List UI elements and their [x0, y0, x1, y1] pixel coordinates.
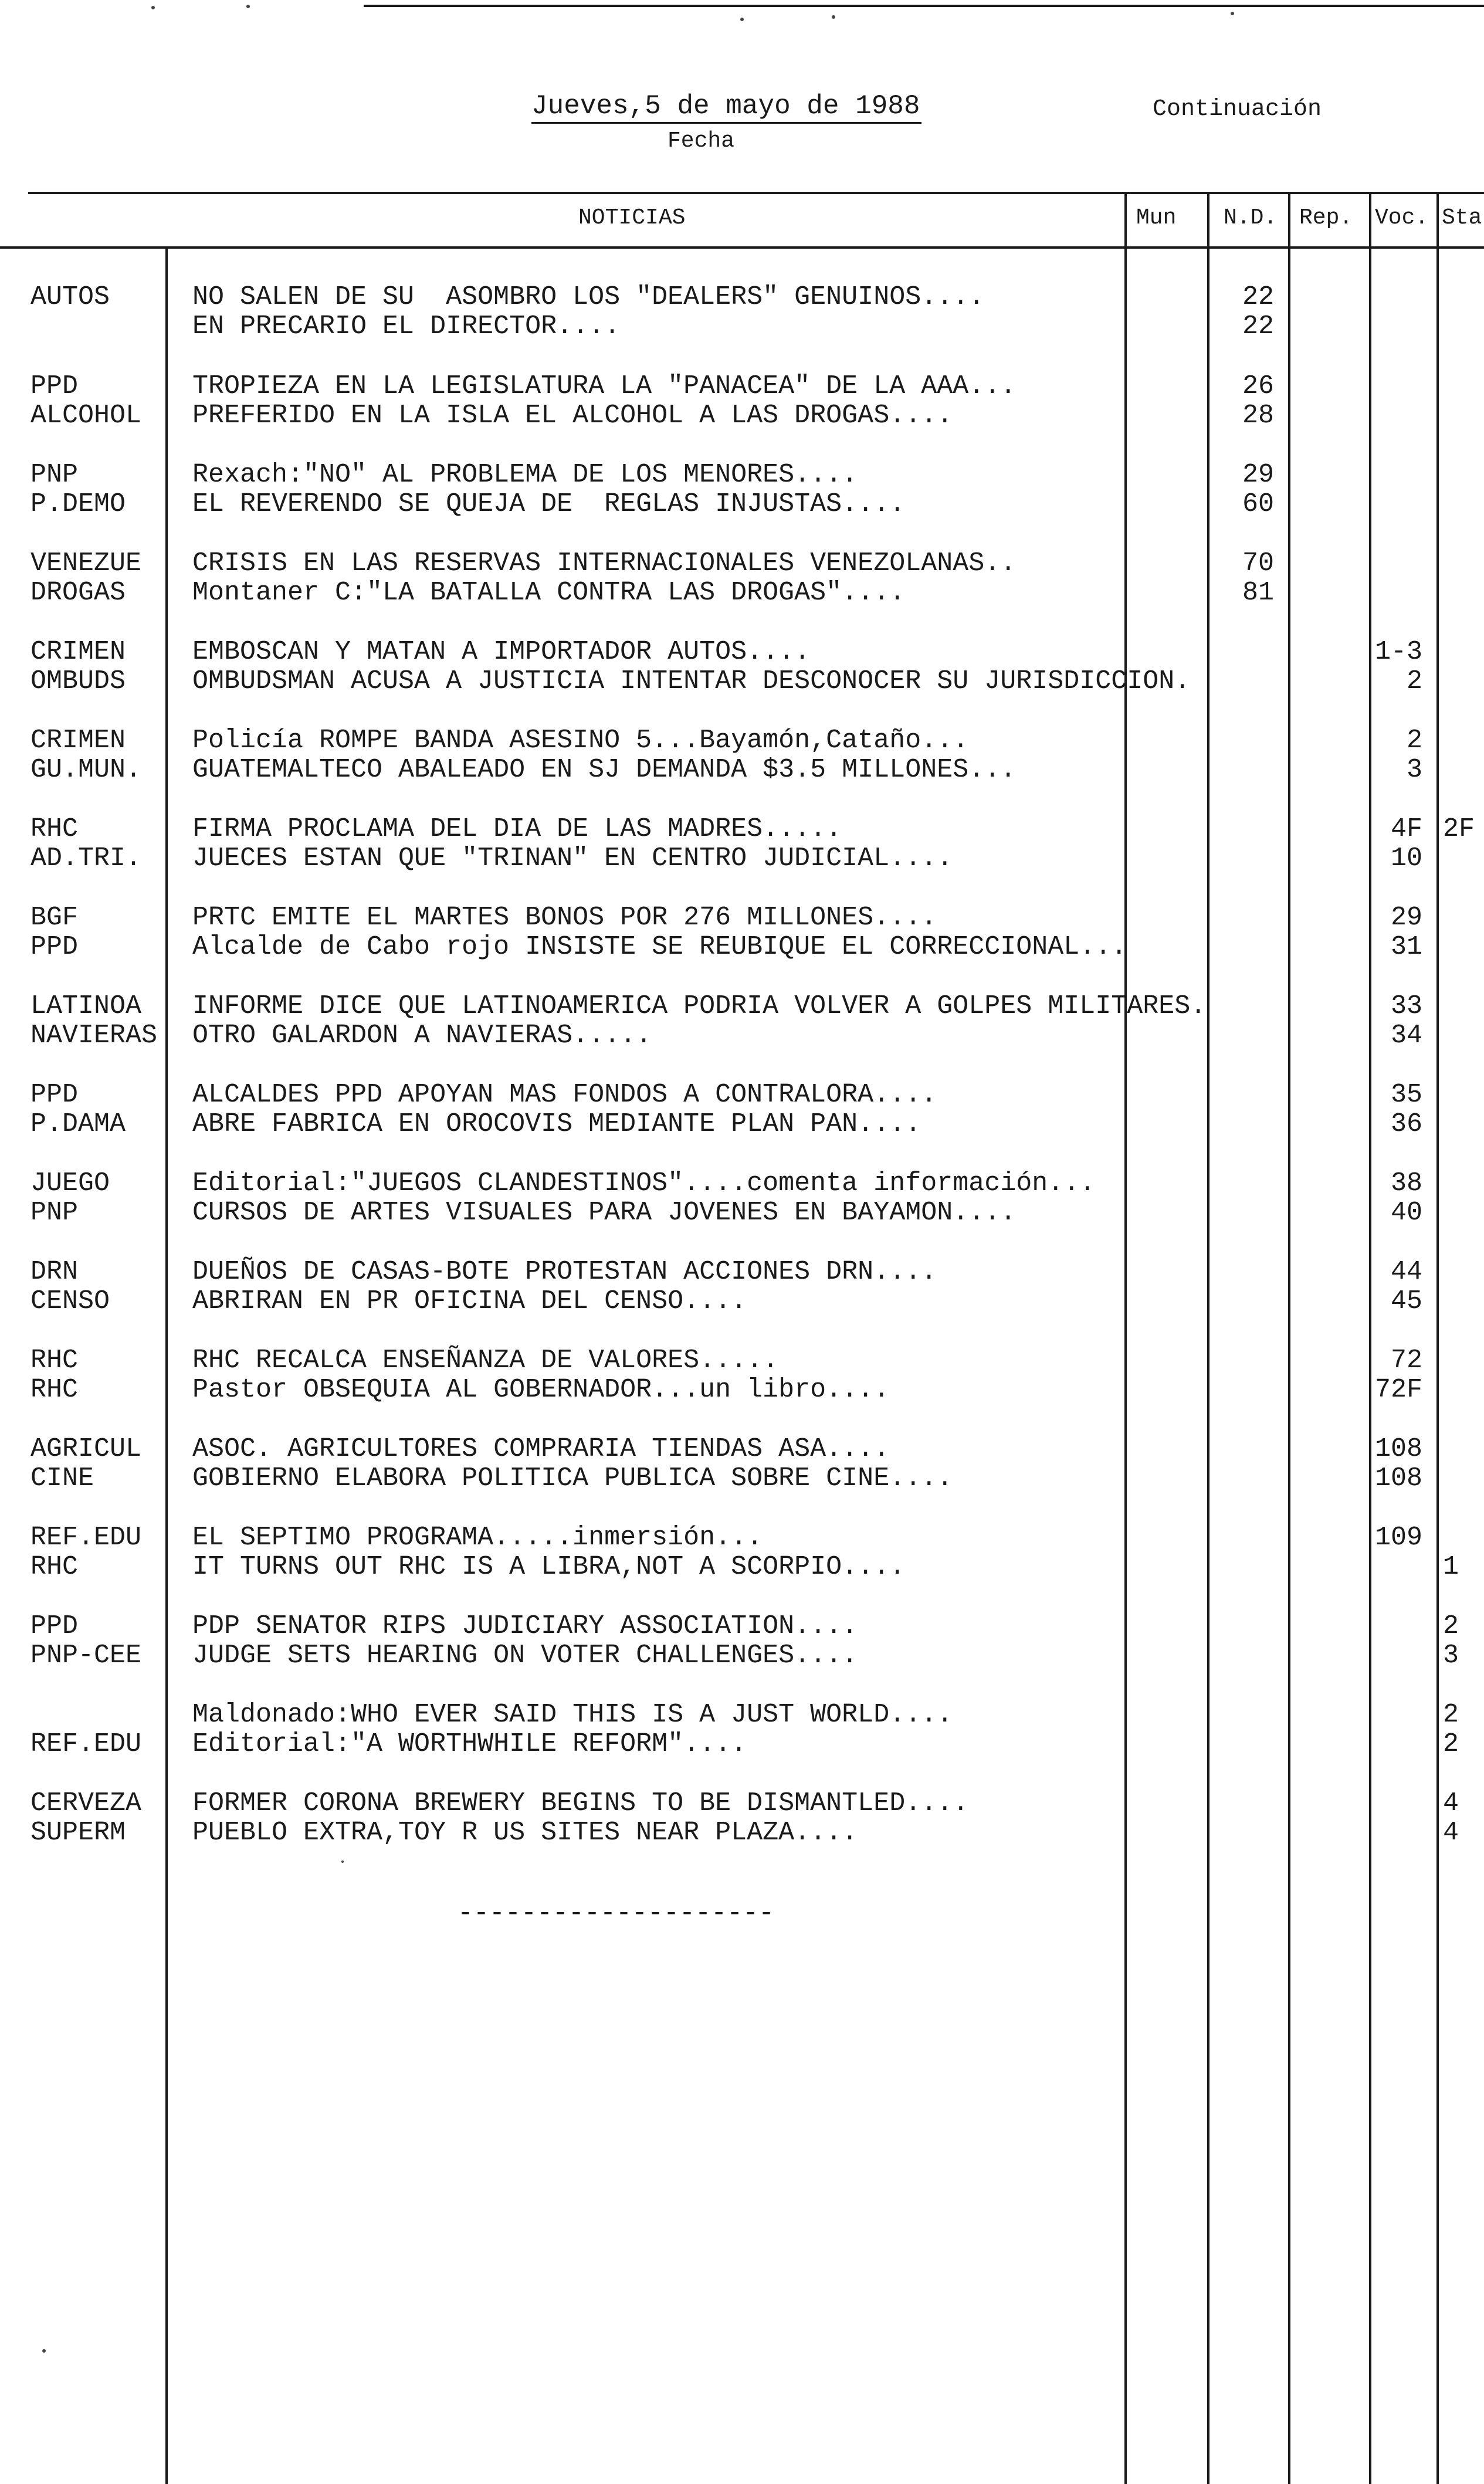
entry-sta-page: 1 — [1443, 1552, 1459, 1582]
entry-headline: PRTC EMITE EL MARTES BONOS POR 276 MILLONES.... — [192, 903, 937, 933]
entry-headline: RHC RECALCA ENSEÑANZA DE VALORES..... — [192, 1346, 779, 1375]
entry-topic: JUEGO — [31, 1168, 110, 1198]
entry-voc-page: 35 — [1390, 1080, 1422, 1110]
news-entry-row — [0, 1464, 1484, 1493]
entry-nd-page: 81 — [1242, 578, 1274, 608]
top-edge-line — [364, 5, 1484, 7]
news-entry-row — [0, 1110, 1484, 1139]
entry-headline: CRISIS EN LAS RESERVAS INTERNACIONALES VENEZOLANAS.. — [192, 548, 1017, 578]
news-entry-row — [0, 1021, 1484, 1050]
entry-topic: P.DEMO — [31, 489, 126, 519]
news-entry-row — [0, 815, 1484, 844]
entry-topic: PNP — [31, 460, 79, 490]
entry-topic: PPD — [31, 1080, 79, 1110]
entry-topic: GU.MUN. — [31, 755, 142, 785]
entry-headline: Editorial:"A WORTHWHILE REFORM".... — [192, 1729, 747, 1759]
entry-headline: Alcalde de Cabo rojo INSISTE SE REUBIQUE EL CORRECCIONAL... — [192, 932, 1127, 962]
mun-column-line-left — [1124, 192, 1127, 2484]
news-entry-row — [0, 549, 1484, 578]
nd-column-line-left — [1207, 192, 1209, 2484]
news-entry-row — [0, 1789, 1484, 1818]
entry-topic: AD.TRI. — [31, 843, 142, 873]
entry-voc-page: 109 — [1374, 1523, 1422, 1553]
rep-column-line-left — [1288, 192, 1290, 2484]
news-entry-row — [0, 933, 1484, 962]
news-entry-row — [0, 283, 1484, 312]
entry-sta-page: 3 — [1443, 1641, 1459, 1670]
continuation-label: Continuación — [1153, 96, 1322, 123]
end-separator: -------------------- — [458, 1899, 775, 1929]
entry-topic: PPD — [31, 371, 79, 401]
news-entry-row — [0, 1287, 1484, 1316]
entry-topic: VENEZUE — [31, 548, 142, 578]
entry-headline: OMBUDSMAN ACUSA A JUSTICIA INTENTAR DESCONOCER SU JURISDICCION. — [192, 666, 1191, 696]
news-entry-row — [0, 1730, 1484, 1759]
entry-topic: P.DAMA — [31, 1109, 126, 1139]
entry-nd-page: 26 — [1242, 371, 1274, 401]
news-entry-row — [0, 844, 1484, 873]
entry-nd-page: 22 — [1242, 282, 1274, 312]
entry-voc-page: 36 — [1390, 1109, 1422, 1139]
column-header-mun: Mun — [1136, 205, 1177, 231]
entry-voc-page: 72 — [1390, 1346, 1422, 1375]
news-entry-row — [0, 372, 1484, 401]
news-entry-row — [0, 1818, 1484, 1848]
entry-voc-page: 45 — [1390, 1286, 1422, 1316]
entry-headline: EN PRECARIO EL DIRECTOR.... — [192, 311, 621, 341]
news-entry-row — [0, 755, 1484, 785]
scan-speck — [151, 6, 155, 9]
entry-headline: Policía ROMPE BANDA ASESINO 5...Bayamón,Cataño... — [192, 726, 969, 755]
news-entry-row — [0, 903, 1484, 933]
news-entry-row — [0, 1553, 1484, 1582]
entry-topic: PNP-CEE — [31, 1641, 142, 1670]
entry-voc-page: 1-3 — [1374, 637, 1422, 667]
entry-sta-page: 2 — [1443, 1700, 1459, 1730]
news-entry-row — [0, 1700, 1484, 1730]
entry-voc-page: 108 — [1374, 1463, 1422, 1493]
entry-headline: DUEÑOS DE CASAS-BOTE PROTESTAN ACCIONES DRN.... — [192, 1257, 937, 1287]
entry-voc-page: 108 — [1374, 1434, 1422, 1464]
scan-speck — [832, 15, 835, 19]
entry-headline: PREFERIDO EN LA ISLA EL ALCOHOL A LAS DROGAS.... — [192, 401, 953, 431]
entry-topic: CINE — [31, 1463, 94, 1493]
news-entry-row — [0, 1435, 1484, 1464]
entry-topic: DRN — [31, 1257, 79, 1287]
entry-topic: CENSO — [31, 1286, 110, 1316]
date-text: Jueves,5 de mayo de 1988 — [531, 91, 920, 121]
entry-topic: SUPERM — [31, 1818, 126, 1848]
entry-voc-page: 40 — [1390, 1198, 1422, 1228]
entry-voc-page: 2 — [1406, 726, 1422, 755]
entry-headline: EMBOSCAN Y MATAN A IMPORTADOR AUTOS.... — [192, 637, 811, 667]
entry-headline: GOBIERNO ELABORA POLITICA PUBLICA SOBRE CINE.... — [192, 1463, 953, 1493]
column-header-nd: N.D. — [1224, 205, 1278, 231]
entry-nd-page: 29 — [1242, 460, 1274, 490]
entry-nd-page: 22 — [1242, 311, 1274, 341]
news-entry-row — [0, 401, 1484, 431]
scan-speck — [246, 5, 250, 8]
news-entry-row — [0, 1641, 1484, 1670]
entry-topic: RHC — [31, 1552, 79, 1582]
entry-voc-page: 29 — [1390, 903, 1422, 933]
entry-topic: LATINOA — [31, 991, 142, 1021]
entry-headline: NO SALEN DE SU ASOMBRO LOS "DEALERS" GENUINOS.... — [192, 282, 985, 312]
entry-topic: PPD — [31, 932, 79, 962]
entry-voc-page: 31 — [1390, 932, 1422, 962]
column-header-noticias: NOTICIAS — [578, 205, 686, 231]
entry-headline: INFORME DICE QUE LATINOAMERICA PODRIA VOLVER A GOLPES MILITARES. — [192, 991, 1207, 1021]
column-header-sta: Sta — [1442, 205, 1482, 231]
entry-headline: GUATEMALTECO ABALEADO EN SJ DEMANDA $3.5 MILLONES... — [192, 755, 1017, 785]
entry-topic: CERVEZA — [31, 1788, 142, 1818]
entry-sta-page: 4 — [1443, 1818, 1459, 1848]
news-entry-row — [0, 1346, 1484, 1375]
entry-topic: RHC — [31, 1375, 79, 1405]
entry-voc-page: 33 — [1390, 991, 1422, 1021]
table-header-rule — [0, 246, 1484, 249]
news-entry-row — [0, 1523, 1484, 1553]
entry-nd-page: 60 — [1242, 489, 1274, 519]
entry-topic: CRIMEN — [31, 637, 126, 667]
voc-column-line-left — [1369, 192, 1371, 2484]
sta-column-line-left — [1436, 192, 1439, 2484]
entry-headline: Pastor OBSEQUIA AL GOBERNADOR...un libro.... — [192, 1375, 890, 1405]
entry-topic: PPD — [31, 1611, 79, 1641]
news-entry-row — [0, 992, 1484, 1021]
entry-topic: NAVIERAS — [31, 1021, 158, 1050]
news-entry-row — [0, 312, 1484, 341]
column-header-rep: Rep. — [1299, 205, 1353, 231]
news-entry-row — [0, 1169, 1484, 1198]
entry-headline: IT TURNS OUT RHC IS A LIBRA,NOT A SCORPIO.... — [192, 1552, 906, 1582]
entry-voc-page: 10 — [1390, 843, 1422, 873]
news-entry-row — [0, 460, 1484, 490]
entry-topic: RHC — [31, 1346, 79, 1375]
news-entry-row — [0, 726, 1484, 755]
entry-topic: REF.EDU — [31, 1729, 142, 1759]
entry-headline: ABRIRAN EN PR OFICINA DEL CENSO.... — [192, 1286, 747, 1316]
entry-headline: ALCALDES PPD APOYAN MAS FONDOS A CONTRALORA.... — [192, 1080, 937, 1110]
entry-voc-page: 34 — [1390, 1021, 1422, 1050]
entry-sta-page: 2 — [1443, 1611, 1459, 1641]
entry-voc-page: 3 — [1406, 755, 1422, 785]
entry-headline: EL REVERENDO SE QUEJA DE REGLAS INJUSTAS.... — [192, 489, 906, 519]
entry-headline: EL SEPTIMO PROGRAMA.....inmersión... — [192, 1523, 763, 1553]
entry-sta-page: 4 — [1443, 1788, 1459, 1818]
entry-voc-page: 72F — [1374, 1375, 1422, 1405]
news-entry-row — [0, 1198, 1484, 1228]
scan-speck — [740, 18, 744, 21]
entry-topic: OMBUDS — [31, 666, 126, 696]
news-entry-row — [0, 490, 1484, 519]
entry-headline: Montaner C:"LA BATALLA CONTRA LAS DROGAS".... — [192, 578, 906, 608]
entry-topic: AUTOS — [31, 282, 110, 312]
news-entry-row — [0, 667, 1484, 696]
entry-nd-page: 28 — [1242, 401, 1274, 431]
table-top-rule — [28, 192, 1484, 194]
entry-topic: ALCOHOL — [31, 401, 142, 431]
entry-sta-page: 2F — [1443, 814, 1475, 844]
entry-topic: AGRICUL — [31, 1434, 142, 1464]
entry-voc-page: 44 — [1390, 1257, 1422, 1287]
entry-headline: Rexach:"NO" AL PROBLEMA DE LOS MENORES.... — [192, 460, 858, 490]
entry-topic: BGF — [31, 903, 79, 933]
date-label: Fecha — [668, 128, 735, 154]
entry-headline: ASOC. AGRICULTORES COMPRARIA TIENDAS ASA.... — [192, 1434, 890, 1464]
scan-speck — [1231, 12, 1234, 15]
entry-headline: FORMER CORONA BREWERY BEGINS TO BE DISMANTLED.... — [192, 1788, 969, 1818]
news-entry-row — [0, 578, 1484, 608]
entry-voc-page: 2 — [1406, 666, 1422, 696]
news-entry-row — [0, 1258, 1484, 1287]
news-entry-row — [0, 1080, 1484, 1110]
news-entry-row — [0, 1612, 1484, 1641]
entry-headline: OTRO GALARDON A NAVIERAS..... — [192, 1021, 652, 1050]
news-entry-row — [0, 1375, 1484, 1405]
entry-headline: Maldonado:WHO EVER SAID THIS IS A JUST WORLD.... — [192, 1700, 953, 1730]
entry-nd-page: 70 — [1242, 548, 1274, 578]
entry-topic: CRIMEN — [31, 726, 126, 755]
entry-voc-page: 4F — [1390, 814, 1422, 844]
entry-headline: ABRE FABRICA EN OROCOVIS MEDIANTE PLAN PAN.... — [192, 1109, 921, 1139]
entry-voc-page: 38 — [1390, 1168, 1422, 1198]
entry-headline: CURSOS DE ARTES VISUALES PARA JOVENES EN BAYAMON.... — [192, 1198, 1017, 1228]
scan-speck — [42, 2349, 46, 2353]
entry-sta-page: 2 — [1443, 1729, 1459, 1759]
date-underline — [531, 122, 921, 124]
entry-headline: PDP SENATOR RIPS JUDICIARY ASSOCIATION.... — [192, 1611, 858, 1641]
entry-topic: REF.EDU — [31, 1523, 142, 1553]
entry-topic: PNP — [31, 1198, 79, 1228]
entry-headline: PUEBLO EXTRA,TOY R US SITES NEAR PLAZA.... — [192, 1818, 858, 1848]
news-entry-row — [0, 638, 1484, 667]
scan-speck — [341, 1861, 344, 1863]
entry-headline: FIRMA PROCLAMA DEL DIA DE LAS MADRES..... — [192, 814, 842, 844]
entry-topic: DROGAS — [31, 578, 126, 608]
entry-headline: TROPIEZA EN LA LEGISLATURA LA "PANACEA" DE LA AAA... — [192, 371, 1017, 401]
entry-headline: JUECES ESTAN QUE "TRINAN" EN CENTRO JUDICIAL.... — [192, 843, 953, 873]
entry-headline: JUDGE SETS HEARING ON VOTER CHALLENGES.... — [192, 1641, 858, 1670]
column-header-voc: Voc. — [1375, 205, 1429, 231]
entry-headline: Editorial:"JUEGOS CLANDESTINOS"....comenta información... — [192, 1168, 1096, 1198]
entry-topic: RHC — [31, 814, 79, 844]
